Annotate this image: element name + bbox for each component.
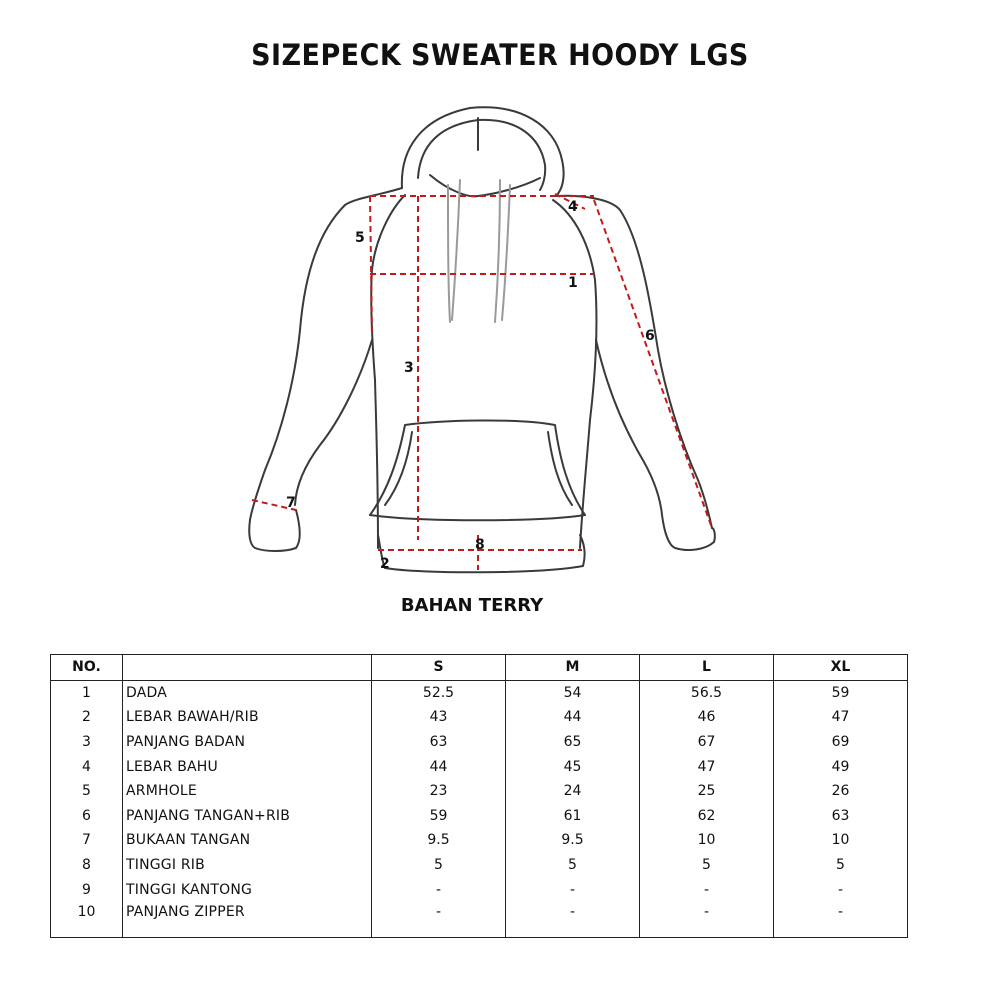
cell-xl: - xyxy=(774,902,908,938)
cell-l: 56.5 xyxy=(640,680,774,705)
cell-desc: BUKAAN TANGAN xyxy=(123,828,372,853)
cell-l: 67 xyxy=(640,730,774,755)
pocket-inner xyxy=(385,432,572,505)
cell-desc: PANJANG BADAN xyxy=(123,730,372,755)
cell-l: - xyxy=(640,902,774,938)
cell-xl: 47 xyxy=(774,705,908,730)
marker-4: 4 xyxy=(568,199,578,215)
cell-l: 47 xyxy=(640,754,774,779)
marker-5: 5 xyxy=(355,230,365,246)
cell-desc: TINGGI KANTONG xyxy=(123,877,372,902)
cell-s: 23 xyxy=(372,779,506,804)
cell-xl: 69 xyxy=(774,730,908,755)
table-row xyxy=(51,705,908,730)
cell-s: 52.5 xyxy=(372,680,506,705)
cell-no: 2 xyxy=(51,705,123,730)
cell-m: 61 xyxy=(506,804,640,829)
header-xl: XL xyxy=(774,655,908,681)
header-s: S xyxy=(372,655,506,681)
cuff-right xyxy=(662,515,715,550)
cell-no: 5 xyxy=(51,779,123,804)
cell-xl: 26 xyxy=(774,779,908,804)
marker-6: 6 xyxy=(645,328,655,344)
cell-s: - xyxy=(372,877,506,902)
body-outline-right xyxy=(556,196,712,528)
cell-l: - xyxy=(640,877,774,902)
cell-l: 25 xyxy=(640,779,774,804)
page-title: SIZEPECK SWEATER HOODY LGS xyxy=(251,38,749,72)
pocket-outline xyxy=(370,420,585,515)
cell-xl: 63 xyxy=(774,804,908,829)
table-row xyxy=(51,828,908,853)
cell-desc: PANJANG ZIPPER xyxy=(123,902,372,938)
table-row xyxy=(51,853,908,878)
cell-no: 7 xyxy=(51,828,123,853)
marker-1: 1 xyxy=(568,275,578,291)
cell-m: 5 xyxy=(506,853,640,878)
cell-m: 54 xyxy=(506,680,640,705)
marker-3: 3 xyxy=(404,360,414,376)
cell-desc: LEBAR BAHU xyxy=(123,754,372,779)
cell-desc: DADA xyxy=(123,680,372,705)
cell-no: 1 xyxy=(51,680,123,705)
drawstrings xyxy=(448,180,510,322)
hood-opening xyxy=(430,175,540,196)
cell-s: 43 xyxy=(372,705,506,730)
table-row xyxy=(51,779,908,804)
cell-no: 10 xyxy=(51,902,123,938)
arm-left-inner xyxy=(295,340,372,505)
table-row xyxy=(51,877,908,902)
table-body xyxy=(51,680,908,937)
cell-m: 44 xyxy=(506,705,640,730)
table-row xyxy=(51,730,908,755)
cuff-left xyxy=(249,510,300,551)
arm-right-inner xyxy=(596,340,662,515)
cell-m: - xyxy=(506,877,640,902)
header-no: NO. xyxy=(51,655,123,681)
cell-no: 3 xyxy=(51,730,123,755)
table-header-row xyxy=(51,655,908,681)
cell-xl: 5 xyxy=(774,853,908,878)
marker-7: 7 xyxy=(286,495,296,511)
table-row xyxy=(51,804,908,829)
measurement-lines xyxy=(252,194,712,570)
material-label: BAHAN TERRY xyxy=(400,595,544,616)
cell-desc: LEBAR BAWAH/RIB xyxy=(123,705,372,730)
table-row xyxy=(51,754,908,779)
cell-m: 65 xyxy=(506,730,640,755)
cell-no: 4 xyxy=(51,754,123,779)
cell-desc: PANJANG TANGAN+RIB xyxy=(123,804,372,829)
table-row xyxy=(51,680,908,705)
cell-l: 5 xyxy=(640,853,774,878)
cell-xl: 49 xyxy=(774,754,908,779)
cell-no: 9 xyxy=(51,877,123,902)
cell-xl: 59 xyxy=(774,680,908,705)
header-m: M xyxy=(506,655,640,681)
cell-l: 62 xyxy=(640,804,774,829)
cell-s: 44 xyxy=(372,754,506,779)
header-desc xyxy=(123,655,372,681)
marker-2: 2 xyxy=(380,556,390,572)
pocket-bottom xyxy=(370,515,585,520)
cell-m: - xyxy=(506,902,640,938)
cell-s: 59 xyxy=(372,804,506,829)
marker-8: 8 xyxy=(475,537,485,553)
table-row xyxy=(51,902,908,938)
cell-s: 63 xyxy=(372,730,506,755)
cell-no: 8 xyxy=(51,853,123,878)
cell-l: 10 xyxy=(640,828,774,853)
cell-no: 6 xyxy=(51,804,123,829)
cell-desc: ARMHOLE xyxy=(123,779,372,804)
cell-l: 46 xyxy=(640,705,774,730)
cell-s: 9.5 xyxy=(372,828,506,853)
cell-m: 45 xyxy=(506,754,640,779)
cell-m: 9.5 xyxy=(506,828,640,853)
cell-m: 24 xyxy=(506,779,640,804)
size-table xyxy=(50,654,908,938)
header-l: L xyxy=(640,655,774,681)
cell-s: 5 xyxy=(372,853,506,878)
cell-xl: - xyxy=(774,877,908,902)
cell-s: - xyxy=(372,902,506,938)
cell-desc: TINGGI RIB xyxy=(123,853,372,878)
cell-xl: 10 xyxy=(774,828,908,853)
raglan-left xyxy=(371,195,405,548)
hoodie-diagram xyxy=(230,95,730,585)
